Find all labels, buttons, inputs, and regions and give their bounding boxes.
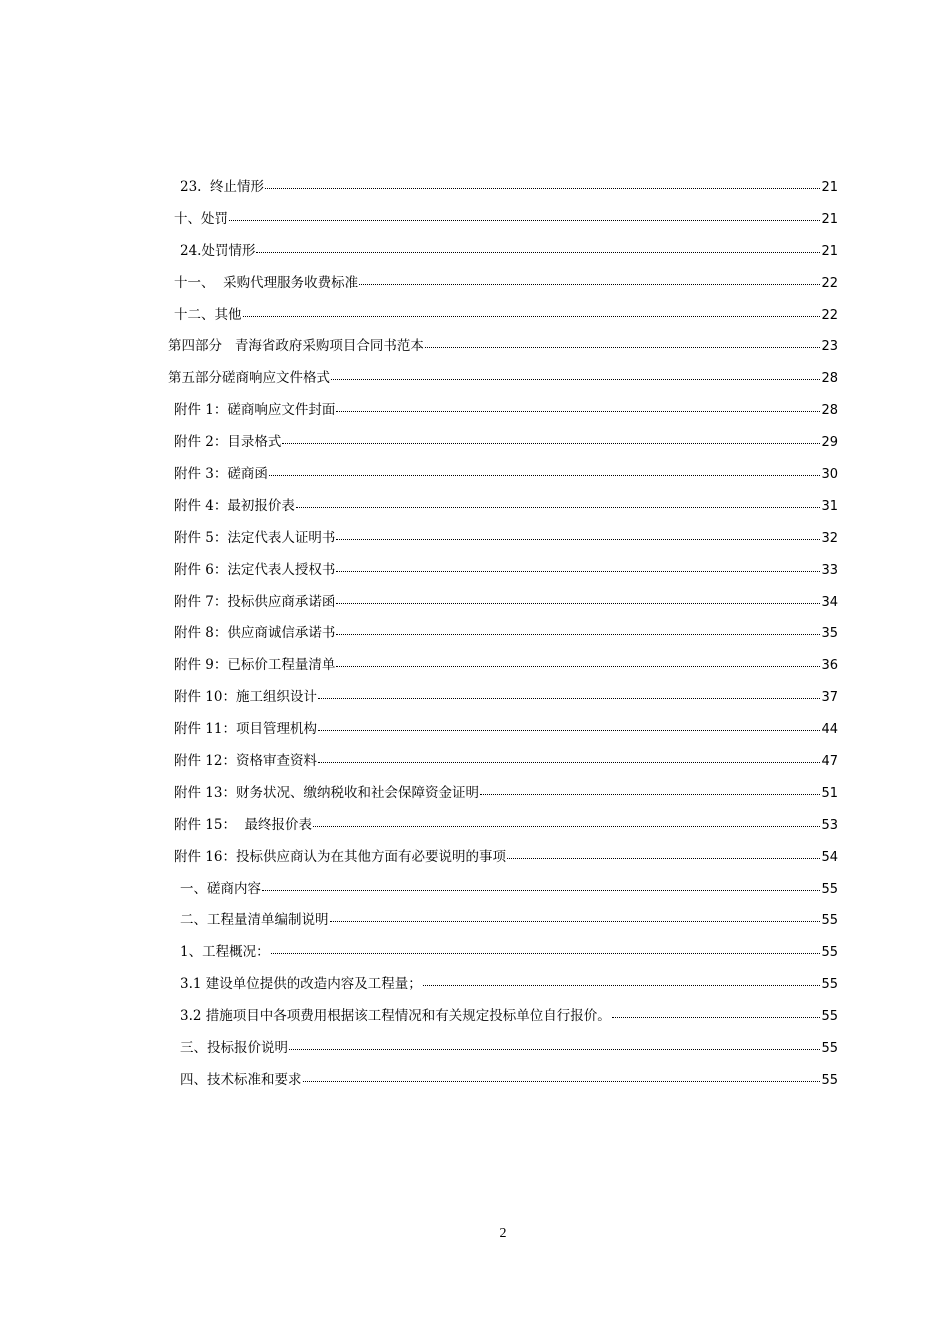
toc-dot-leader xyxy=(256,238,820,253)
toc-entry[interactable] xyxy=(0,878,950,910)
toc-entry-title: 附件 3：磋商函 xyxy=(174,466,268,483)
toc-entry-page: 47 xyxy=(821,754,838,770)
toc-entry-page: 22 xyxy=(821,275,838,291)
toc-entry[interactable] xyxy=(0,782,950,814)
toc-entry[interactable] xyxy=(0,718,950,750)
toc-entry-title: 附件 12：资格审查资料 xyxy=(174,753,317,770)
page-number: 2 xyxy=(499,1226,507,1241)
toc-entry-page: 55 xyxy=(821,913,838,929)
toc-entry-page: 21 xyxy=(821,211,838,227)
toc-entry[interactable] xyxy=(0,495,950,527)
toc-entry[interactable] xyxy=(0,1069,950,1101)
toc-dot-leader xyxy=(425,333,821,348)
toc-entry-page: 21 xyxy=(821,243,838,259)
toc-entry[interactable] xyxy=(0,399,950,431)
toc-entry[interactable] xyxy=(0,814,950,846)
toc-entry-page: 55 xyxy=(821,1041,838,1057)
toc-entry-page: 53 xyxy=(821,817,838,833)
toc-dot-leader xyxy=(612,1003,821,1018)
toc-dot-leader xyxy=(318,684,820,699)
toc-entry[interactable] xyxy=(0,559,950,591)
toc-entry-title: 24.处罚情形 xyxy=(180,242,256,259)
toc-entry[interactable] xyxy=(0,527,950,559)
toc-entry[interactable] xyxy=(0,591,950,623)
toc-entry-page: 36 xyxy=(821,658,838,674)
toc-entry-title: 附件 1：磋商响应文件封面 xyxy=(174,402,336,419)
toc-entry-title: 十、处罚 xyxy=(174,210,228,227)
toc-dot-leader xyxy=(336,589,820,604)
toc-entry-page: 44 xyxy=(821,722,838,738)
toc-entry-title: 附件 6：法定代表人授权书 xyxy=(174,561,336,578)
toc-entry-title: 附件 8：供应商诚信承诺书 xyxy=(174,625,336,642)
toc-entry-title: 三、投标报价说明 xyxy=(180,1040,288,1057)
toc-dot-leader xyxy=(269,461,821,476)
toc-entry-title: 附件 7：投标供应商承诺函 xyxy=(174,593,336,610)
toc-dot-leader xyxy=(423,971,821,986)
toc-entry[interactable] xyxy=(0,431,950,463)
toc-entry-page: 35 xyxy=(821,626,838,642)
toc-dot-leader xyxy=(336,525,820,540)
toc-entry-title: 1、工程概况： xyxy=(180,944,270,961)
toc-entry-title: 附件 15： 最终报价表 xyxy=(174,816,313,833)
toc-entry-title: 第四部分 青海省政府采购项目合同书范本 xyxy=(168,338,424,355)
toc-entry[interactable] xyxy=(0,1037,950,1069)
toc-entry-title: 附件 2：目录格式 xyxy=(174,434,282,451)
toc-entry-title: 附件 4：最初报价表 xyxy=(174,497,295,514)
toc-entry-title: 第五部分磋商响应文件格式 xyxy=(168,370,330,387)
toc-entry-title: 3.2 措施项目中各项费用根据该工程情况和有关规定投标单位自行报价。 xyxy=(180,1008,611,1025)
toc-dot-leader xyxy=(289,1035,820,1050)
toc-entry[interactable] xyxy=(0,909,950,941)
toc-dot-leader xyxy=(303,1067,821,1082)
toc-entry-title: 附件 9：已标价工程量清单 xyxy=(174,657,336,674)
toc-dot-leader xyxy=(318,748,820,763)
toc-entry-title: 一、磋商内容 xyxy=(180,880,261,897)
toc-entry-title: 附件 11：项目管理机构 xyxy=(174,721,317,738)
toc-entry[interactable] xyxy=(0,176,950,208)
toc-entry-page: 55 xyxy=(821,1009,838,1025)
toc-dot-leader xyxy=(265,174,820,189)
toc-entry-title: 二、工程量清单编制说明 xyxy=(180,912,329,929)
toc-entry[interactable] xyxy=(0,941,950,973)
toc-entry-title: 23. 终止情形 xyxy=(180,179,265,195)
toc-dot-leader xyxy=(296,493,821,508)
toc-dot-leader xyxy=(336,652,820,667)
toc-dot-leader xyxy=(330,907,821,922)
toc-dot-leader xyxy=(262,876,820,891)
toc-entry[interactable] xyxy=(0,208,950,240)
toc-entry[interactable] xyxy=(0,240,950,272)
toc-entry-page: 31 xyxy=(821,498,838,514)
toc-entry[interactable] xyxy=(0,622,950,654)
toc-entry-page: 30 xyxy=(821,467,838,483)
toc-entry[interactable] xyxy=(0,750,950,782)
toc-entry-title: 附件 13：财务状况、缴纳税收和社会保障资金证明 xyxy=(174,784,479,801)
toc-dot-leader xyxy=(336,620,820,635)
toc-entry-page: 21 xyxy=(821,180,838,195)
toc-entry-page: 55 xyxy=(821,977,838,993)
toc-dot-leader xyxy=(282,429,820,444)
toc-entry-page: 37 xyxy=(821,690,838,706)
toc-dot-leader xyxy=(336,397,820,412)
toc-dot-leader xyxy=(480,780,820,795)
toc-entry-page: 23 xyxy=(821,339,838,355)
toc-entry-page: 28 xyxy=(821,403,838,419)
toc-entry[interactable] xyxy=(0,272,950,304)
toc-entry-page: 28 xyxy=(821,371,838,387)
toc-dot-leader xyxy=(331,365,820,380)
toc-entry-page: 32 xyxy=(821,530,838,546)
toc-entry-page: 55 xyxy=(821,945,838,961)
toc-dot-leader xyxy=(271,939,821,954)
toc-dot-leader xyxy=(507,844,820,859)
toc-dot-leader xyxy=(318,716,820,731)
toc-entry-title: 附件 16：投标供应商认为在其他方面有必要说明的事项 xyxy=(174,848,506,865)
toc-entry[interactable] xyxy=(0,654,950,686)
toc-dot-leader xyxy=(359,270,820,285)
toc-entry[interactable] xyxy=(0,686,950,718)
toc-entry[interactable] xyxy=(0,304,950,336)
toc-entry[interactable] xyxy=(0,846,950,878)
toc-entry-title: 十二、其他 xyxy=(174,306,242,323)
toc-entry-page: 54 xyxy=(821,849,838,865)
toc-entry[interactable] xyxy=(0,335,950,367)
toc-dot-leader xyxy=(313,812,820,827)
toc-entry-page: 22 xyxy=(821,307,838,323)
toc-entry-title: 附件 10：施工组织设计 xyxy=(174,689,317,706)
toc-entry-page: 55 xyxy=(821,1072,838,1088)
toc-entry[interactable] xyxy=(0,1005,950,1037)
toc-dot-leader xyxy=(336,557,820,572)
toc-entry-page: 29 xyxy=(821,435,838,451)
toc-entry-page: 34 xyxy=(821,594,838,610)
toc-entry-title: 四、技术标准和要求 xyxy=(180,1071,302,1088)
toc-entry-title: 附件 5：法定代表人证明书 xyxy=(174,529,336,546)
toc-dot-leader xyxy=(229,206,820,221)
table-of-contents xyxy=(0,176,950,1101)
toc-entry[interactable] xyxy=(0,367,950,399)
toc-dot-leader xyxy=(243,302,821,317)
toc-entry-page: 51 xyxy=(821,785,838,801)
toc-entry[interactable] xyxy=(0,973,950,1005)
toc-entry-page: 55 xyxy=(821,881,838,897)
toc-entry-title: 十一、 采购代理服务收费标准 xyxy=(174,274,359,291)
toc-entry[interactable] xyxy=(0,463,950,495)
toc-entry-title: 3.1 建设单位提供的改造内容及工程量； xyxy=(180,976,422,993)
toc-entry-page: 33 xyxy=(821,562,838,578)
